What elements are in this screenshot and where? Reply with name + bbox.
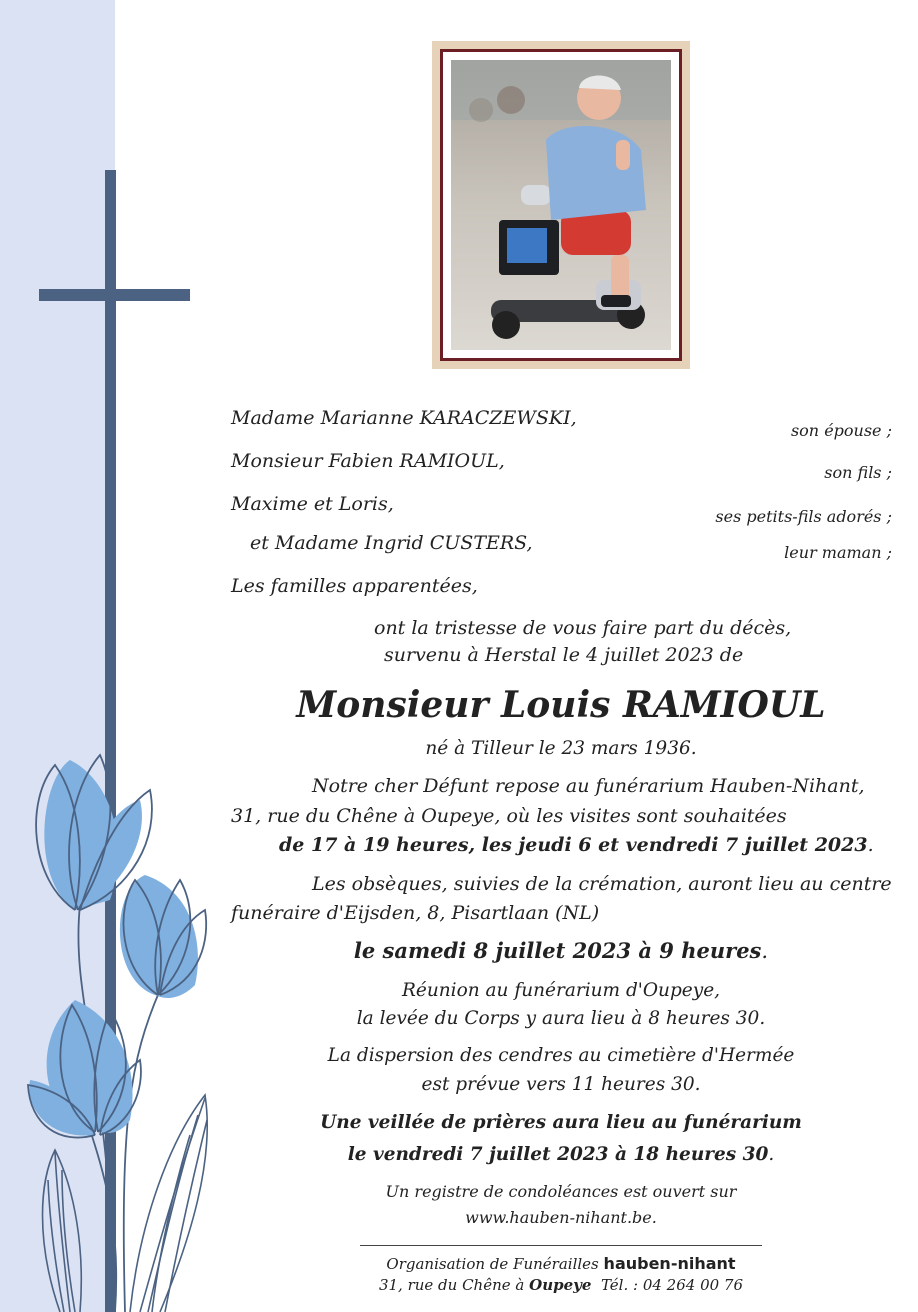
dispersion-line-1: La dispersion des cendres au cimetière d'Hermée — [327, 1045, 795, 1066]
portrait-photo — [451, 60, 671, 350]
visits-line-1: Notre cher Défunt repose au funérarium Hauben-Nihant, — [312, 775, 865, 797]
footer-org-label: Organisation de Funérailles — [386, 1255, 599, 1273]
family-member-3: Maxime et Loris, — [231, 493, 394, 515]
ceremony-date: le samedi 8 juillet 2023 à 9 heures. — [353, 938, 769, 963]
visits-hours: de 17 à 19 heures, les jeudi 6 et vendredi 7 juillet 2023. — [279, 834, 874, 856]
family-relation-3: ses petits-fils adorés ; — [715, 507, 892, 526]
portrait-frame — [432, 41, 690, 369]
visits-line-2: 31, rue du Chêne à Oupeye, où les visites sont souhaitées — [231, 805, 787, 827]
footer-org — [300, 1254, 822, 1273]
family-relation-1: son épouse ; — [790, 421, 892, 440]
family-member-5: Les familles apparentées, — [231, 575, 478, 597]
family-relation-2: son fils ; — [824, 463, 892, 482]
meeting-line-1: Réunion au funérarium d'Oupeye, — [401, 980, 721, 1001]
announcement-line-2: survenu à Herstal le 4 juillet 2023 de — [384, 644, 744, 666]
family-relation-4: leur maman ; — [784, 543, 892, 562]
vigil-line-2: le vendredi 7 juillet 2023 à 18 heures 30. — [347, 1144, 775, 1165]
footer-city: Oupeye — [529, 1276, 592, 1294]
family-member-1: Madame Marianne KARACZEWSKI, — [231, 407, 577, 429]
ceremony-line-1: Les obsèques, suivies de la crémation, auront lieu au centre — [312, 873, 892, 895]
meeting-line-2: la levée du Corps y aura lieu à 8 heures 30. — [356, 1008, 766, 1029]
dispersion-line-2: est prévue vers 11 heures 30. — [421, 1074, 701, 1095]
portrait-border — [440, 49, 682, 361]
family-member-2: Monsieur Fabien RAMIOUL, — [231, 450, 505, 472]
tulip-flower-bottom — [28, 1000, 141, 1138]
tulip-flower-middle — [120, 875, 206, 998]
ceremony-line-2: funéraire d'Eijsden, 8, Pisartlaan (NL) — [231, 902, 600, 924]
cross-horizontal-bar — [39, 289, 190, 301]
register-website: www.hauben-nihant.be. — [465, 1208, 657, 1227]
footer-address — [300, 1276, 822, 1294]
announcement-line-1: ont la tristesse de vous faire part du décès, — [374, 617, 792, 639]
tulip-decoration — [0, 740, 230, 1312]
brand-logo: hauben-nihant — [603, 1254, 736, 1273]
deceased-name: Monsieur Louis RAMIOUL — [296, 684, 826, 726]
vigil-line-1: Une veillée de prières aura lieu au funérarium — [320, 1112, 802, 1133]
family-member-4: et Madame Ingrid CUSTERS, — [250, 532, 533, 554]
register-line-1: Un registre de condoléances est ouvert sur — [385, 1182, 737, 1201]
deceased-birth: né à Tilleur le 23 mars 1936. — [425, 738, 697, 759]
footer-phone: Tél. : 04 264 00 76 — [600, 1276, 744, 1294]
footer-divider — [360, 1245, 762, 1246]
footer-address-prefix: 31, rue du Chêne à — [378, 1276, 525, 1294]
